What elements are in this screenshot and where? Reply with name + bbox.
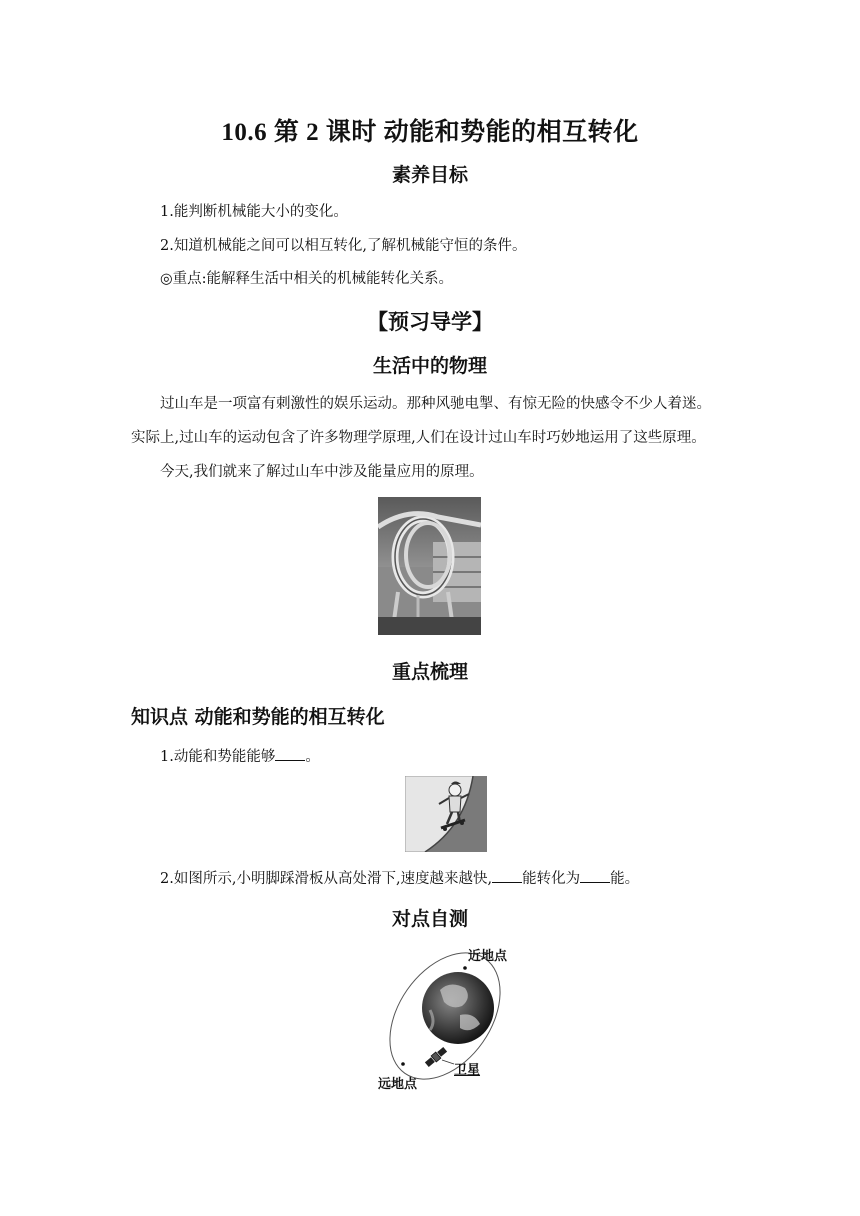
self-test-heading: 对点自测 xyxy=(391,908,468,930)
question-1-text: 1.动能和势能能够 xyxy=(160,749,276,765)
physics-life-para1-line1: 过山车是一项富有刺激性的娱乐运动。那种风驰电掣、有惊无险的快感令不少人着迷。 xyxy=(160,396,711,412)
perigee-label: 近地点 xyxy=(468,949,508,964)
objectives-heading: 素养目标 xyxy=(391,164,468,186)
question-2 xyxy=(160,867,639,889)
answer-blank xyxy=(492,867,522,883)
key-points-heading: 重点梳理 xyxy=(391,661,468,683)
question-2-mid: 能转化为 xyxy=(522,871,581,887)
skateboard-image xyxy=(405,776,487,852)
objective-item-2: 2.知道机械能之间可以相互转化,了解机械能守恒的条件。 xyxy=(160,238,527,254)
question-2-text: 2.如图所示,小明脚踩滑板从高处滑下,速度越来越快, xyxy=(160,871,493,887)
objective-item-1: 1.能判断机械能大小的变化。 xyxy=(160,204,348,220)
answer-blank xyxy=(580,867,610,883)
skateboard-figure xyxy=(405,776,487,852)
satellite-icon xyxy=(424,1046,448,1068)
earth-icon xyxy=(422,972,494,1044)
question-2-end: 能。 xyxy=(610,871,640,887)
roller-coaster-photo xyxy=(378,497,481,635)
question-1-end: 。 xyxy=(305,749,320,765)
perigee-dot xyxy=(463,966,467,970)
satellite-label: 卫星 xyxy=(454,1063,481,1078)
preview-heading: 【预习导学】 xyxy=(367,310,493,334)
answer-blank xyxy=(275,745,305,761)
apogee-dot xyxy=(401,1062,405,1066)
physics-life-para1-line2: 实际上,过山车的运动包含了许多物理学原理,人们在设计过山车时巧妙地运用了这些原理。 xyxy=(131,430,706,446)
physics-life-para2: 今天,我们就来了解过山车中涉及能量应用的原理。 xyxy=(160,464,484,480)
roller-coaster-image xyxy=(378,497,481,635)
knowledge-point-heading: 知识点 动能和势能的相互转化 xyxy=(131,706,385,728)
question-1 xyxy=(160,745,320,767)
apogee-label: 远地点 xyxy=(378,1077,418,1092)
page-title: 10.6 第 2 课时 动能和势能的相互转化 xyxy=(221,119,639,146)
physics-life-heading: 生活中的物理 xyxy=(372,355,487,377)
objective-item-3: ◎重点:能解释生活中相关的机械能转化关系。 xyxy=(160,271,454,287)
orbit-diagram xyxy=(370,940,530,1090)
